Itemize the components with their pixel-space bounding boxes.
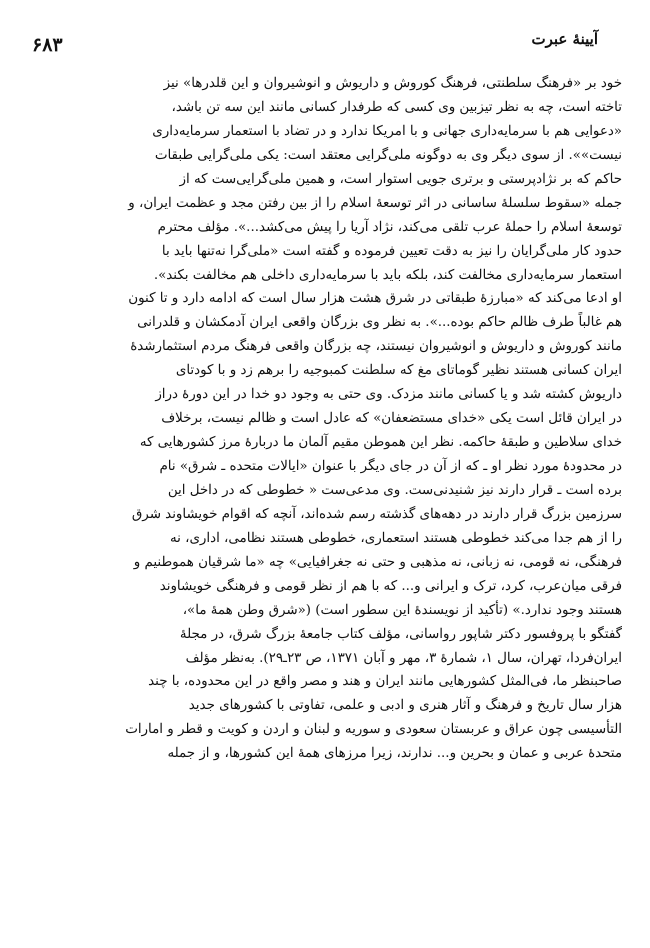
text-line: نیست»». از سوی دیگر وی به دوگونه ملی‌گرایی معتقد است: یکی ملی‌گرایی طبقات [154,147,622,163]
text-line: خود بر «فرهنگ سلطنتی، فرهنگ کوروش و داریوش و انوشیروان و این قلدرها» نیز [163,76,622,91]
text-line: داریوش کشته شد و یا کسانی مانند مزدک. وی حتی به وجود دو خدا در این دورهٔ دراز [155,387,622,403]
text-line: فرقی میان‌عرب، کرد، ترک و ایرانی و... که با هم از نظر قومی و فرهنگی خویشاوند [159,578,622,594]
text-line: مانند کوروش و داریوش و انوشیروان نیستند، چه بزرگان واقعی فرهنگ مردم استثمارشدهٔ [130,339,622,355]
text-line: سرزمین بزرگ قرار دارند در دهه‌های گذشته رسم شده‌اند، آنچه که اقوام خویشاوند شرق [131,506,622,522]
text-line: حاکم که بر نژادپرستی و برتری جویی استوار است، و همین ملی‌گرایی‌ست که از [179,171,622,187]
text-line: متحدهٔ عربی و عمان و بحرین و... ندارند، زیرا مرزهای همهٔ این کشورها، و از جمله [167,746,622,762]
text-line: حدود کار ملی‌گرایان را نیز به دقت تعیین فرموده و گفته است «ملی‌گرا نه‌تنها باید با [161,243,622,259]
text-line: توسعهٔ اسلام را حملهٔ عرب تلقی می‌کند، نژاد آریا را پیش می‌کشد...». مؤلف محترم [157,219,622,235]
text-line: صاحبنظر ما، فی‌المثل کشورهایی مانند ایران و هند و مصر واقع در این محدوده، با چند [148,674,622,690]
text-line: هم غالباً طرف ظالم حاکم بوده...». به نظر وی بزرگان واقعی ایران آدمکشان و قلدرانی [137,315,622,331]
page-number: ۶۸۳ [32,34,63,56]
text-line: برده است ـ قرار دارند نیز شنیدنی‌ست. وی مدعی‌ست « خطوطی که در داخل این [167,482,622,498]
text-line: او ادعا می‌کند که «مبارزهٔ طبقاتی در شرق هشت هزار سال است که ادامه دارد و تا کنون [128,291,622,307]
text-line: التأسیسی چون عراق و عربستان سعودی و سوریه و لبنان و اردن و کویت و قطر و امارات [125,722,622,738]
text-line: هزار سال تاریخ و فرهنگ و آثار هنری و ادبی و علمی، تفاوتی با کشورهای جدید [188,698,622,714]
text-line: ایران‌فردا، تهران، سال ۱، شمارهٔ ۳، مهر و آبان ۱۳۷۱، ص ۲۳ـ۲۹). به‌نظر مؤلف [185,650,622,666]
text-line: جمله «سقوط سلسلهٔ ساسانی در اثر توسعهٔ اسلام را از بین رفتن مجد و عظمت ایران، و [128,195,622,211]
running-header-title: آيينهٔ عبرت [531,30,598,48]
text-line: تاخته است، چه به نظر تیزبین وی کسی که طرفدار کسانی مانند این سه تن باشد، [171,99,622,115]
text-line: خدای سلاطین و طبقهٔ حاکمه. نظر این هموطن مقیم آلمان ما دربارهٔ مرز کشورهایی که [139,435,622,451]
text-line: در محدودهٔ مورد نظر او ـ که از آن در جای دیگر با عنوان «ایالات متحده ـ شرق» نام [159,459,622,474]
text-line: ایران کسانی هستند نظیر گوماتای مغ که سلطنت کمبوجیه را برهم زد و با کودتای [175,363,622,379]
text-line: گفتگو با پروفسور دکتر شاپور رواسانی، مؤلف کتاب جامعهٔ بزرگ شرق، در مجلهٔ [179,626,622,642]
text-line: هستند وجود ندارد.» (تأکید از نویسندهٔ این سطور است) («شرق وطن همهٔ ما»، [182,602,622,618]
text-line: در ایران قائل است یکی «خدای مستضعفان» که عادل است و ظالم نیست، برخلاف [161,411,622,427]
body-text [30,72,622,766]
text-line: «دعوایی هم با سرمایه‌داری جهانی و با امریکا ندارد و در تضاد با استعمار سرمایه‌داری [152,123,622,139]
text-line: استعمار سرمایه‌داری مخالفت کند، بلکه باید با سرمایه‌داری داخلی هم مخالفت بکند». [153,267,622,283]
text-line: فرهنگی، نه قومی، نه زبانی، نه مذهبی و حتی نه جغرافیایی» چه «ما شرقیان هموطنیم و [133,554,622,570]
text-line: را از هم جدا می‌کند خطوطی هستند استعماری، خطوطی هستند نظامی، اداری، نه [169,530,622,546]
